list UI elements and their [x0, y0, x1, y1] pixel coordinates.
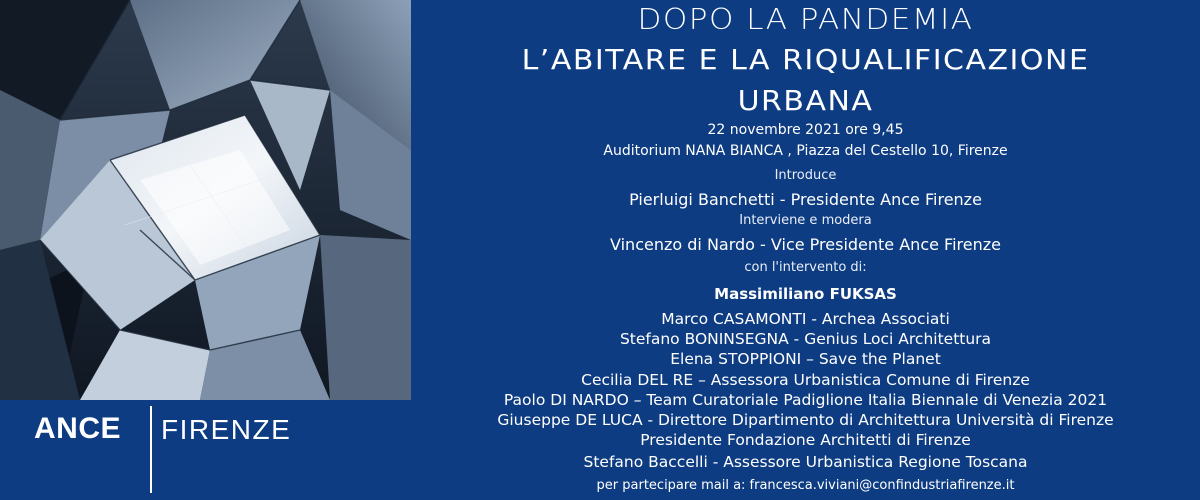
speaker-item: Stefano Baccelli - Assessore Urbanistica Regione Toscana [583, 453, 1028, 471]
title-line-1: DOPO LA PANDEMIA [637, 3, 974, 37]
speaker-item: Stefano BONINSEGNA - Genius Loci Architettura [619, 330, 992, 348]
title-line-2: L’ABITARE E LA RIQUALIFICAZIONE [521, 44, 1090, 77]
moderator-label: Interviene e modera [739, 213, 872, 228]
speaker-item: Giuseppe DE LUCA - Direttore Dipartimento di Architettura Università di Firenze [497, 411, 1114, 429]
speaker-item: Paolo DI NARDO – Team Curatoriale Padiglione Italia Biennale di Venezia 2021 [503, 391, 1108, 409]
speaker-item: Marco CASAMONTI - Archea Associati [661, 310, 950, 328]
keynote-speaker: Massimiliano FUKSAS [714, 285, 897, 303]
architecture-photo [0, 0, 411, 400]
logo-divider [150, 406, 152, 493]
moderator: Vincenzo di Nardo - Vice Presidente Ance Firenze [610, 235, 1001, 254]
contact-email-line[interactable]: per partecipare mail a: francesca.viviani@confindustriafirenze.it [596, 478, 1015, 493]
event-date: 22 novembre 2021 ore 9,45 [707, 122, 904, 138]
speaker-item: Presidente Fondazione Architetti di Firenze [640, 431, 971, 449]
event-details [411, 0, 1200, 500]
event-venue: Auditorium NANA BIANCA , Piazza del Cestello 10, Firenze [603, 143, 1008, 159]
logo-ance-text: ANCE [34, 412, 122, 445]
with-label: con l'intervento di: [744, 260, 867, 275]
speaker-item: Cecilia DEL RE – Assessora Urbanistica Comune di Firenze [581, 371, 1030, 389]
introducer: Pierluigi Banchetti - Presidente Ance Firenze [629, 190, 982, 209]
introduce-label: Introduce [774, 168, 837, 183]
logo-city-text: FIRENZE [161, 414, 292, 445]
speaker-item: Elena STOPPIONI – Save the Planet [670, 350, 941, 368]
title-line-3: URBANA [737, 85, 874, 118]
